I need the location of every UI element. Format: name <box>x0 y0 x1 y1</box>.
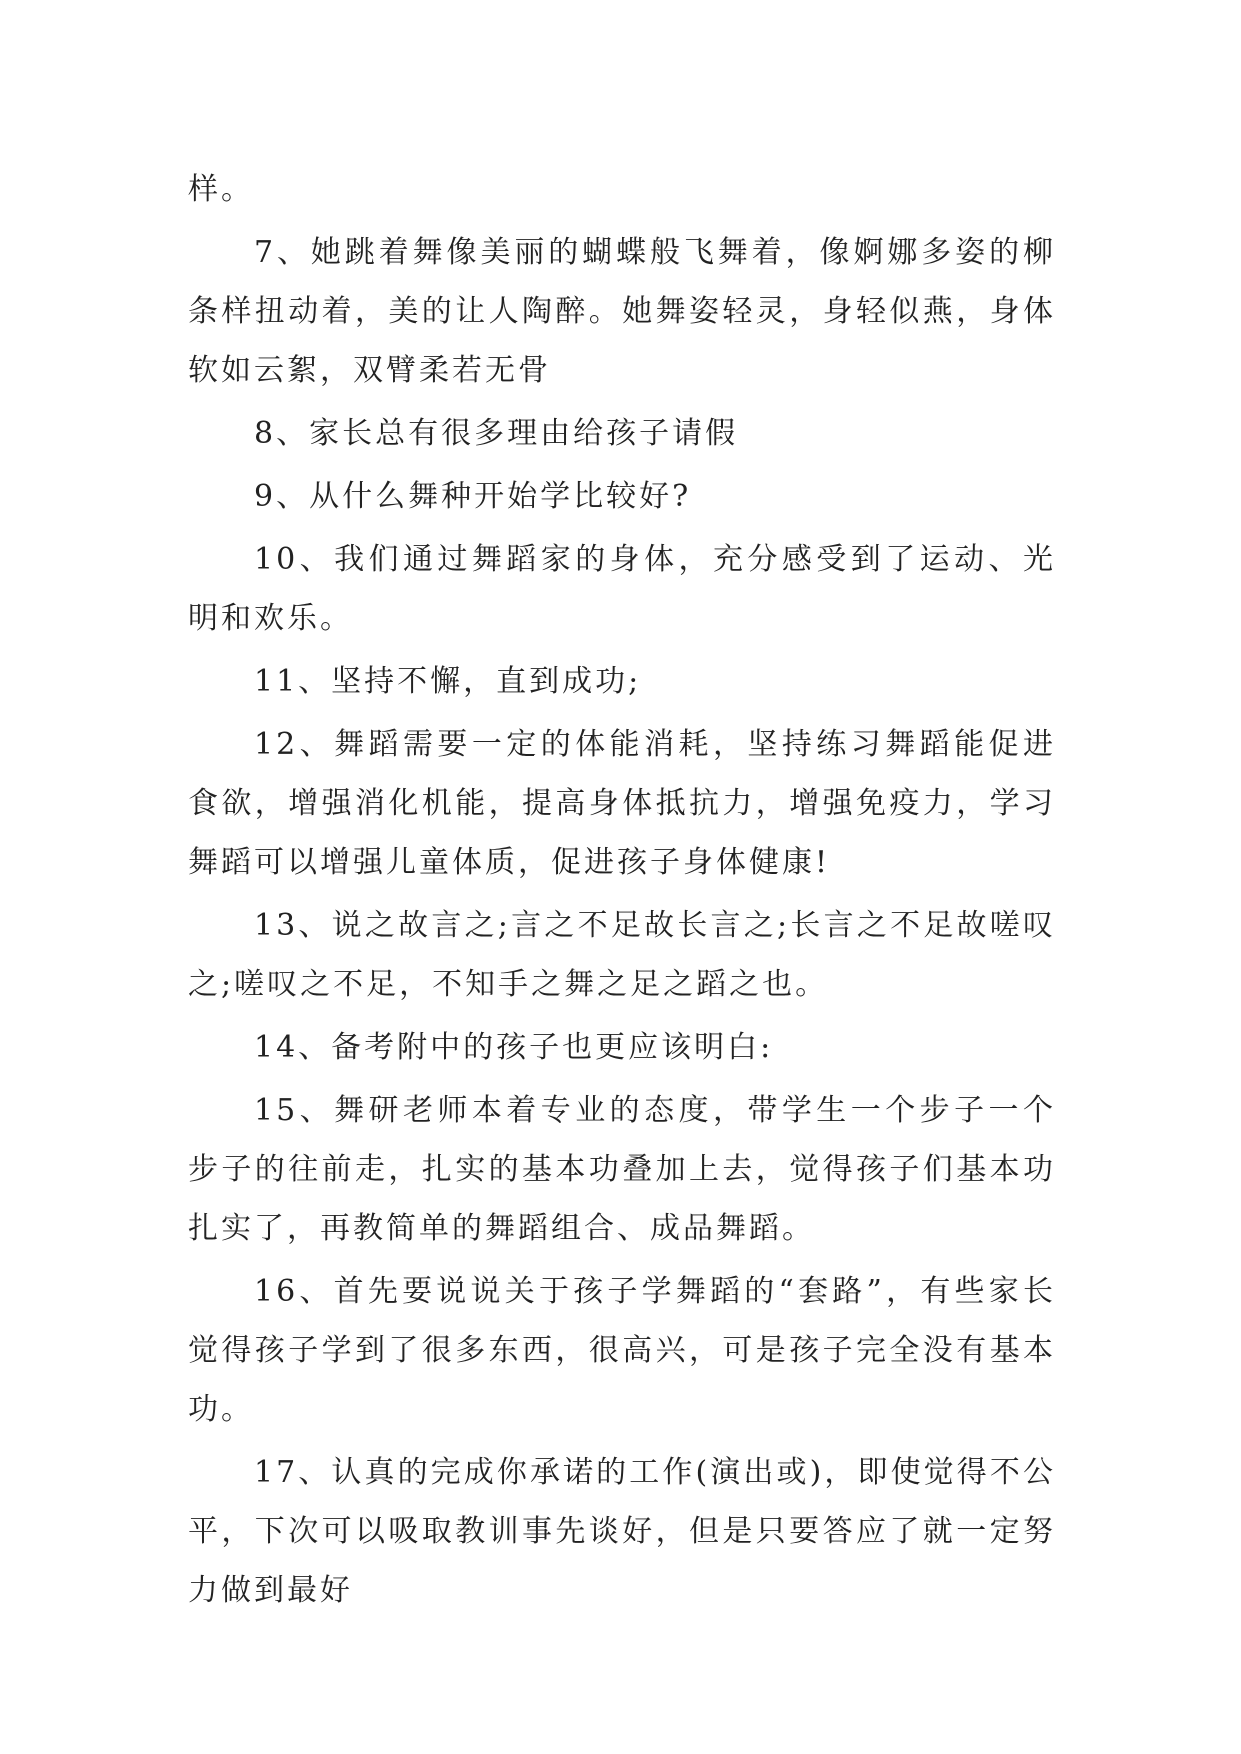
paragraph-item-16: 16、首先要说说关于孩子学舞蹈的“套路”，有些家长觉得孩子学到了很多东西，很高兴，可是孩子完全没有基本功。 <box>188 1274 1056 1427</box>
paragraph-item-15: 15、舞研老师本着专业的态度，带学生一个步子一个步子的往前走，扎实的基本功叠加上去，觉得孩子们基本功扎实了，再教简单的舞蹈组合、成品舞蹈。 <box>188 1093 1056 1246</box>
paragraph-item-7: 7、她跳着舞像美丽的蝴蝶般飞舞着，像婀娜多姿的柳条样扭动着，美的让人陶醉。她舞姿轻灵，身轻似燕，身体软如云絮，双臂柔若无骨 <box>188 235 1056 388</box>
paragraph-item-8: 8、家长总有很多理由给孩子请假 <box>254 416 739 451</box>
paragraph-item-11: 11、坚持不懈，直到成功; <box>254 664 642 699</box>
paragraph-item-10: 10、我们通过舞蹈家的身体，充分感受到了运动、光明和欢乐。 <box>188 542 1056 636</box>
paragraph-item-12: 12、舞蹈需要一定的体能消耗，坚持练习舞蹈能促进食欲，增强消化机能，提高身体抵抗力，增强免疫力，学习舞蹈可以增强儿童体质，促进孩子身体健康! <box>188 727 1056 880</box>
paragraph-item-17: 17、认真的完成你承诺的工作(演出或)，即使觉得不公平，下次可以吸取教训事先谈好，但是只要答应了就一定努力做到最好 <box>188 1455 1056 1608</box>
document-page <box>188 160 1056 1624</box>
paragraph-item-9: 9、从什么舞种开始学比较好? <box>254 479 692 514</box>
paragraph-continuation: 样。 <box>188 172 254 207</box>
paragraph-item-14: 14、备考附中的孩子也更应该明白: <box>254 1030 774 1065</box>
paragraph-item-13: 13、说之故言之;言之不足故长言之;长言之不足故嗟叹之;嗟叹之不足，不知手之舞之足之蹈之也。 <box>188 908 1056 1002</box>
